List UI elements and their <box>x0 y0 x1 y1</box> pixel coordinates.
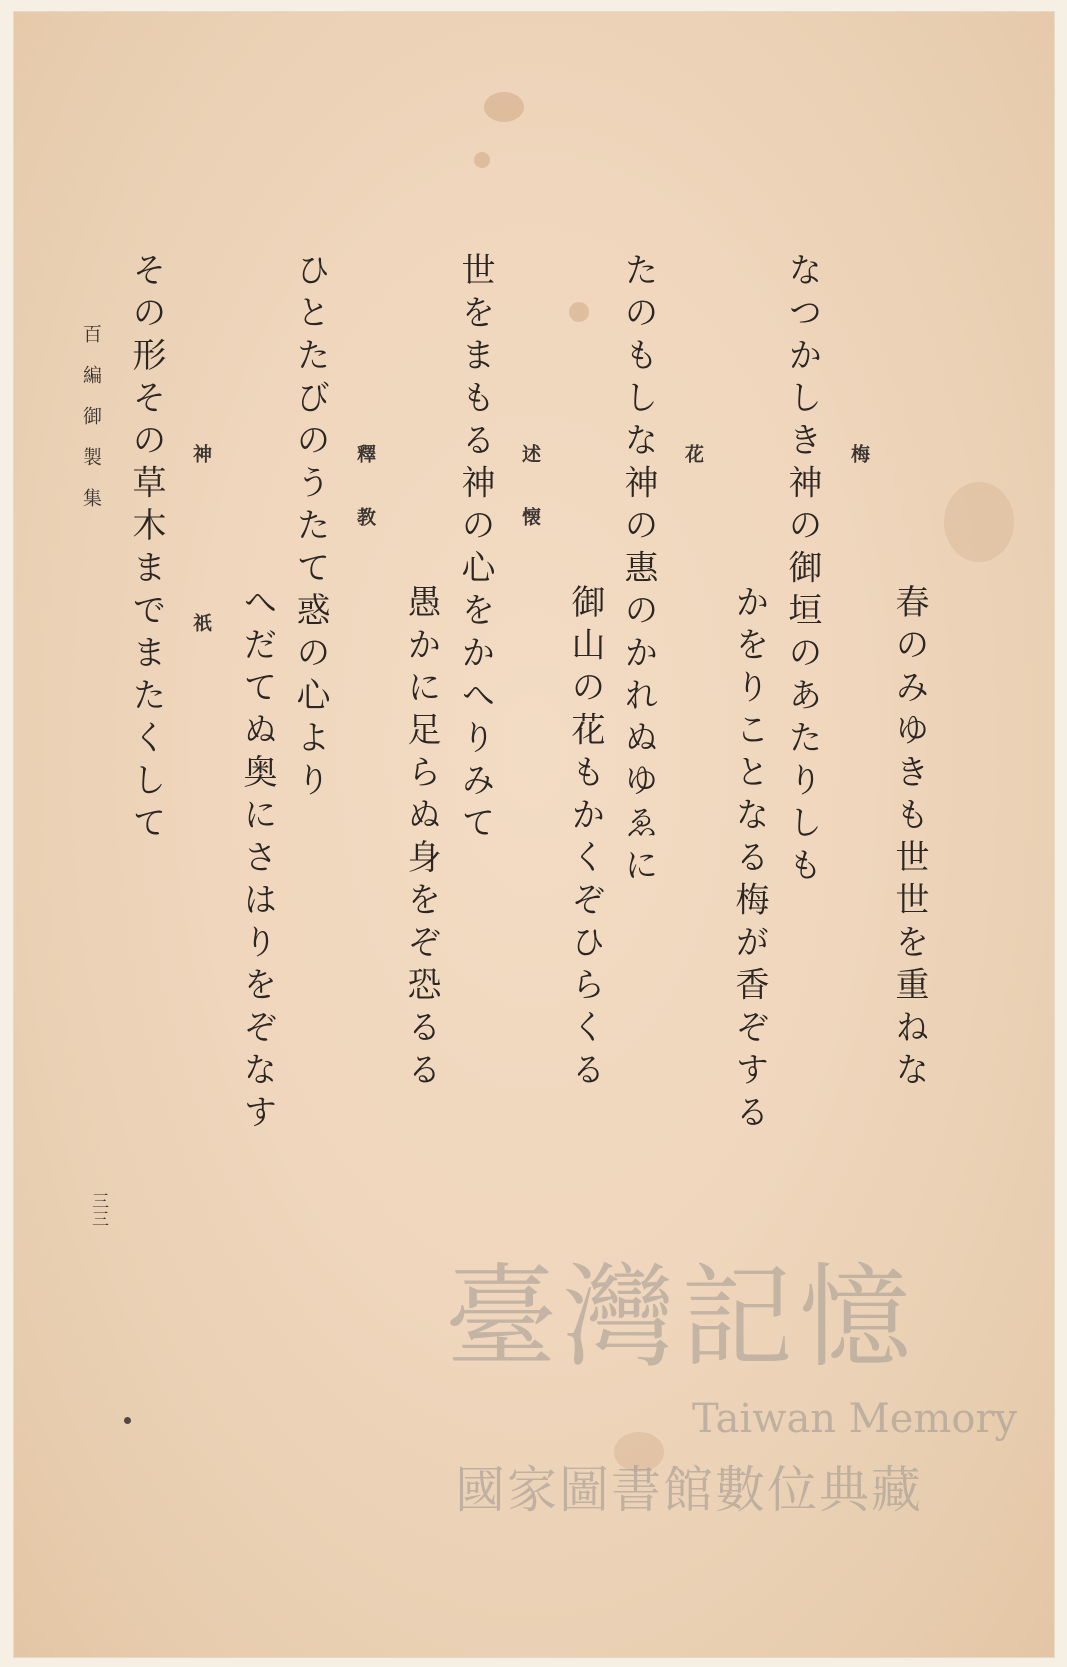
poem-line: その形その草木までまたくして <box>126 252 166 847</box>
book-page <box>14 12 1054 1657</box>
poem-line: 愚かに足らぬ身をぞ恐るる <box>401 584 441 1094</box>
poem-line: 御山の花もかくぞひらくる <box>565 584 605 1094</box>
poem-title-hana: 花 <box>682 444 704 471</box>
stain-spot <box>124 1417 131 1424</box>
watermark-logo: 臺灣記憶 <box>445 1253 917 1383</box>
stain-spot <box>944 482 1014 562</box>
poem-line: へだてぬ奥にさはりをぞなす <box>237 584 277 1137</box>
watermark-institution: 國家圖書館數位典藏 <box>455 1461 923 1519</box>
poem-line: なつかしき神の御垣のあたりしも <box>782 252 822 890</box>
poem-title-jingi: 神祇 <box>190 444 212 782</box>
poem-line: たのもしな神の惠のかれぬゆゑに <box>618 252 658 890</box>
stain-spot <box>569 302 589 322</box>
poem-title-ume: 梅 <box>848 444 870 471</box>
poem-line: かをりことなる梅が香ぞする <box>729 584 769 1137</box>
poem-title-shakkyo: 釋教 <box>354 444 376 570</box>
page-number: 三三 <box>88 1192 108 1228</box>
poem-title-jukkai: 述懐 <box>519 444 541 570</box>
watermark-english: Taiwan Memory <box>692 1396 1018 1442</box>
poem-line: 世をまもる神の心をかへりみて <box>455 252 495 847</box>
poem-line: 春のみゆきも世世を重ねな <box>889 584 929 1094</box>
collection-title: 百編御製集 <box>80 324 102 529</box>
stain-spot <box>484 92 524 122</box>
stain-spot <box>474 152 490 168</box>
poem-line: ひとたびのうたて惑の心より <box>290 252 330 805</box>
